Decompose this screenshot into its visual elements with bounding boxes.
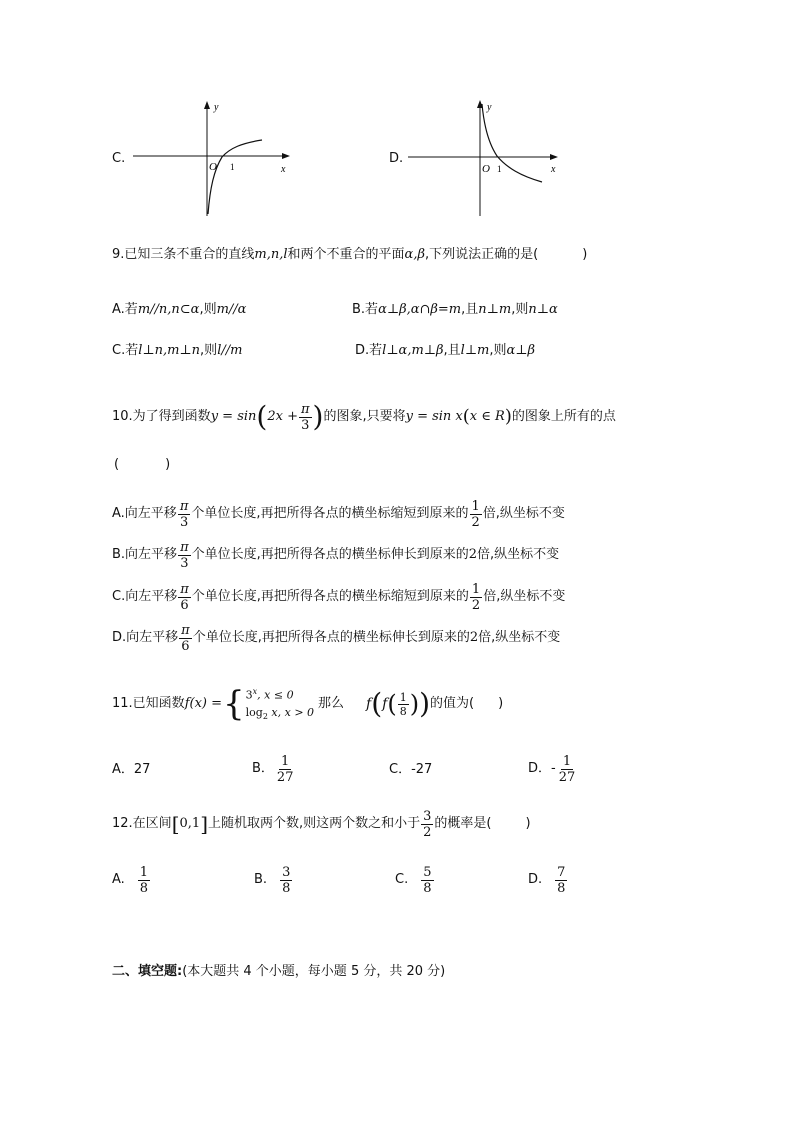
q10-c-fden: 2 <box>471 597 481 613</box>
question-9-stem <box>112 247 587 263</box>
q12-b-den: 8 <box>282 880 291 896</box>
q11-case-1 <box>246 683 314 704</box>
q12-c-label: C. <box>395 872 409 887</box>
q10-domain: x ∈ R <box>469 409 505 424</box>
q10-d-val: 2 <box>469 630 479 645</box>
graph-d-curve <box>482 104 542 182</box>
q9-option-c <box>112 343 242 359</box>
q9-d-math3: α⊥β <box>506 343 536 358</box>
q9-b-mid2: ,则 <box>511 302 529 317</box>
q10-d-label: D.向左平移 <box>112 630 179 645</box>
question-11-stem <box>112 684 503 724</box>
option-d-label: D. <box>389 151 404 166</box>
q11-stem-text-3: 的值为( <box>430 696 475 711</box>
q12-a-num: 1 <box>139 864 149 880</box>
graph-c-origin-label: O <box>209 161 217 173</box>
q9-c-mid: ,则 <box>200 343 218 358</box>
q11-b-num: 1 <box>281 753 290 769</box>
graph-c <box>130 96 295 220</box>
graph-d-tick-label: 1 <box>497 164 502 174</box>
q10-d-shift <box>179 623 192 654</box>
q11-b-label: B． <box>252 761 274 776</box>
q9-b-math: α⊥β,α∩β=m <box>378 302 462 317</box>
q12-num: 3 <box>423 808 432 824</box>
q12-c-num: 5 <box>423 864 432 880</box>
q11-d-frac <box>557 754 578 785</box>
q12-stem-text-3: 的概率是( <box>434 816 492 831</box>
graph-d <box>405 96 565 220</box>
q9-a-math: m//n,n⊂α <box>137 302 200 317</box>
q11-inner-rparen: ) <box>409 690 420 718</box>
q10-c-mid: 个单位长度,再把所得各点的横坐标缩短到原来的 <box>191 589 469 604</box>
q9-stem-text-3: ,下列说法正确的是( <box>424 247 539 262</box>
graph-d-x-label: x <box>551 164 556 175</box>
q10-stem-text-3: 的图象上所有的点 <box>511 409 616 424</box>
q10-c-label: C.向左平移 <box>112 589 178 604</box>
q10-stem-text-2: 的图象,只要将 <box>323 409 406 424</box>
q10-option-b <box>112 537 559 573</box>
q10-right-paren: ) <box>312 400 324 433</box>
question-12-stem <box>112 805 531 843</box>
q11-option-d <box>528 751 578 787</box>
q12-a-den: 8 <box>139 880 149 896</box>
q12-a-label: A. <box>112 872 125 887</box>
q10-blank-open: ( <box>114 457 120 472</box>
graph-d-y-label: y <box>487 102 492 113</box>
q12-d-frac <box>555 865 567 896</box>
q12-d-den: 8 <box>557 880 566 896</box>
q11-option-c: C．-27 <box>389 762 433 777</box>
q10-domain-open: ( <box>462 406 470 427</box>
q9-a-label: A.若 <box>112 302 138 317</box>
q11-case1-exp: x <box>252 687 258 697</box>
q9-c-label: C.若 <box>112 343 139 358</box>
q10-b-tail: 倍,纵坐标不变 <box>477 547 560 562</box>
q11-d-label: D．- <box>528 761 556 776</box>
q12-den: 2 <box>423 824 432 840</box>
q10-frac-num: π <box>300 401 310 417</box>
q11-case2-base: 2 <box>262 711 268 721</box>
q11-d-num: 1 <box>562 753 572 769</box>
q12-option-a <box>112 861 151 899</box>
q11-arg-num: 1 <box>399 690 407 704</box>
q9-close-paren: ) <box>582 247 588 262</box>
q12-d-label: D. <box>528 872 543 887</box>
q10-c-fnum: 1 <box>471 581 481 597</box>
q11-case2-log: log <box>245 705 263 719</box>
graph-c-x-label: x <box>281 164 286 175</box>
q9-b-math2: n⊥m <box>478 302 512 317</box>
q11-b-den: 27 <box>276 769 294 785</box>
q12-interval: 0,1 <box>179 816 201 831</box>
graph-c-x-arrow <box>282 153 290 159</box>
q9-d-mid: ,且 <box>443 343 461 358</box>
q10-domain-close: ) <box>504 406 512 427</box>
q10-b-mid: 个单位长度,再把所得各点的横坐标伸长到原来的 <box>191 547 469 562</box>
q12-rbracket: ] <box>200 812 208 836</box>
q10-d-tail: 倍,纵坐标不变 <box>478 630 561 645</box>
q12-stem-text-2: 上随机取两个数,则这两个数之和小于 <box>208 816 421 831</box>
q11-case1-base: 3 <box>245 688 253 702</box>
q12-option-d <box>528 861 568 899</box>
q9-d-label: D.若 <box>355 343 383 358</box>
q10-a-label: A.向左平移 <box>112 506 177 521</box>
q11-outer-rparen: ) <box>419 687 431 720</box>
q11-inner-lparen: ( <box>387 690 397 718</box>
q11-case2-rest: x, x > 0 <box>267 705 315 719</box>
q10-a-den: 3 <box>179 514 189 530</box>
q10-a-fnum: 1 <box>471 498 480 514</box>
graph-d-origin-label: O <box>482 163 490 175</box>
q10-c-shift <box>178 582 191 613</box>
q12-d-num: 7 <box>557 864 566 880</box>
option-c-label: C. <box>112 151 126 166</box>
q11-option-b <box>252 751 296 787</box>
q12-b-frac <box>280 865 292 896</box>
q12-b-label: B. <box>254 872 268 887</box>
graph-c-y-arrow <box>204 101 210 109</box>
q10-option-a <box>112 496 565 532</box>
q9-lines: m,n,l <box>254 247 288 262</box>
q12-close-paren: ) <box>525 816 531 831</box>
q10-a-tail: 倍,纵坐标不变 <box>482 506 565 521</box>
q11-arg-den: 8 <box>399 704 407 718</box>
q10-c-den: 6 <box>180 597 189 613</box>
q12-c-den: 8 <box>423 880 432 896</box>
q9-option-d <box>355 343 535 359</box>
q10-inner: 2x + <box>267 409 298 424</box>
graph-c-curve <box>208 140 262 214</box>
q9-d-mid2: ,则 <box>489 343 507 358</box>
q9-c-math: l⊥n,m⊥n <box>138 343 201 358</box>
q10-a-fden: 2 <box>471 514 480 530</box>
q9-option-b <box>352 302 558 318</box>
q11-option-a: A．27 <box>112 762 151 777</box>
q10-b-den: 3 <box>180 555 189 571</box>
q11-close-paren: ) <box>498 696 504 711</box>
q9-b-label: B.若 <box>352 302 379 317</box>
q11-outer-lparen: ( <box>371 687 383 720</box>
q11-case-2 <box>246 704 314 725</box>
graph-d-x-arrow <box>550 154 558 160</box>
q10-a-mid: 个单位长度,再把所得各点的横坐标缩短到原来的 <box>191 506 469 521</box>
q11-outer-f: f <box>366 696 372 712</box>
q12-b-num: 3 <box>282 864 291 880</box>
q10-d-den: 6 <box>181 638 190 654</box>
section-2-heading <box>112 964 445 980</box>
q10-c-factor <box>470 582 482 613</box>
graph-c-tick-label: 1 <box>230 162 235 172</box>
q10-d-num: π <box>181 622 190 638</box>
q10-b-label: B.向左平移 <box>112 547 178 562</box>
q12-stem-text: 12.在区间 <box>112 816 172 831</box>
q11-stem-text-2: 那么 <box>318 696 345 711</box>
q12-option-b <box>254 861 293 899</box>
q11-brace: { <box>223 684 245 724</box>
q9-a-mid: ,则 <box>199 302 217 317</box>
q10-frac-den: 3 <box>301 417 310 433</box>
q11-inner-f: f <box>382 696 388 712</box>
q9-b-mid: ,且 <box>461 302 479 317</box>
q11-d-den: 27 <box>558 769 576 785</box>
q10-c-num: π <box>180 581 189 597</box>
q9-a-math2: m//α <box>216 302 247 317</box>
q9-stem-text: 9.已知三条不重合的直线 <box>112 247 255 262</box>
q9-b-math3: n⊥α <box>528 302 558 317</box>
q9-c-math2: l//m <box>217 343 243 358</box>
q10-b-shift <box>178 540 191 571</box>
q12-lbracket: [ <box>171 812 180 836</box>
q9-planes: α,β <box>404 247 425 262</box>
q12-option-c <box>395 861 435 899</box>
q11-case1-cond: , x ≤ 0 <box>257 688 294 702</box>
q11-arg <box>398 691 409 718</box>
q9-d-math2: l⊥m <box>460 343 490 358</box>
q10-option-c <box>112 579 565 615</box>
section-2-note: (本大题共 4 个小题，每小题 5 分，共 20 分) <box>182 964 446 979</box>
q10-b-num: π <box>180 539 189 555</box>
q11-fx: f(x) = <box>184 696 222 711</box>
q10-stem-text: 10.为了得到函数 <box>112 409 211 424</box>
q10-option-d <box>112 620 560 656</box>
q10-b-val: 2 <box>468 547 478 562</box>
question-10-stem <box>112 397 616 437</box>
q10-c-tail: 倍,纵坐标不变 <box>483 589 566 604</box>
q10-a-shift <box>178 499 191 530</box>
q10-a-num: π <box>179 498 189 514</box>
q10-func2: y = sin x <box>405 409 463 424</box>
q10-answer-blank <box>114 457 170 473</box>
q9-stem-text-2: 和两个不重合的平面 <box>287 247 405 262</box>
q10-blank-close: ) <box>165 457 171 472</box>
q11-cases <box>246 683 314 725</box>
q12-a-frac <box>138 865 150 896</box>
q11-b-frac <box>275 754 296 785</box>
q10-func: y = sin <box>210 409 257 424</box>
q12-frac <box>421 809 433 840</box>
q9-d-math: l⊥α,m⊥β <box>382 343 444 358</box>
q10-pi-over-3 <box>299 402 312 433</box>
q11-stem-text: 11.已知函数 <box>112 696 185 711</box>
q10-d-mid: 个单位长度,再把所得各点的横坐标伸长到原来的 <box>192 630 470 645</box>
graph-c-y-label: y <box>214 102 219 113</box>
q9-option-a <box>112 302 246 318</box>
q10-left-paren: ( <box>256 400 268 433</box>
q12-c-frac <box>421 865 433 896</box>
section-2-title: 二、填空题: <box>112 964 183 979</box>
q10-a-factor <box>470 499 482 530</box>
